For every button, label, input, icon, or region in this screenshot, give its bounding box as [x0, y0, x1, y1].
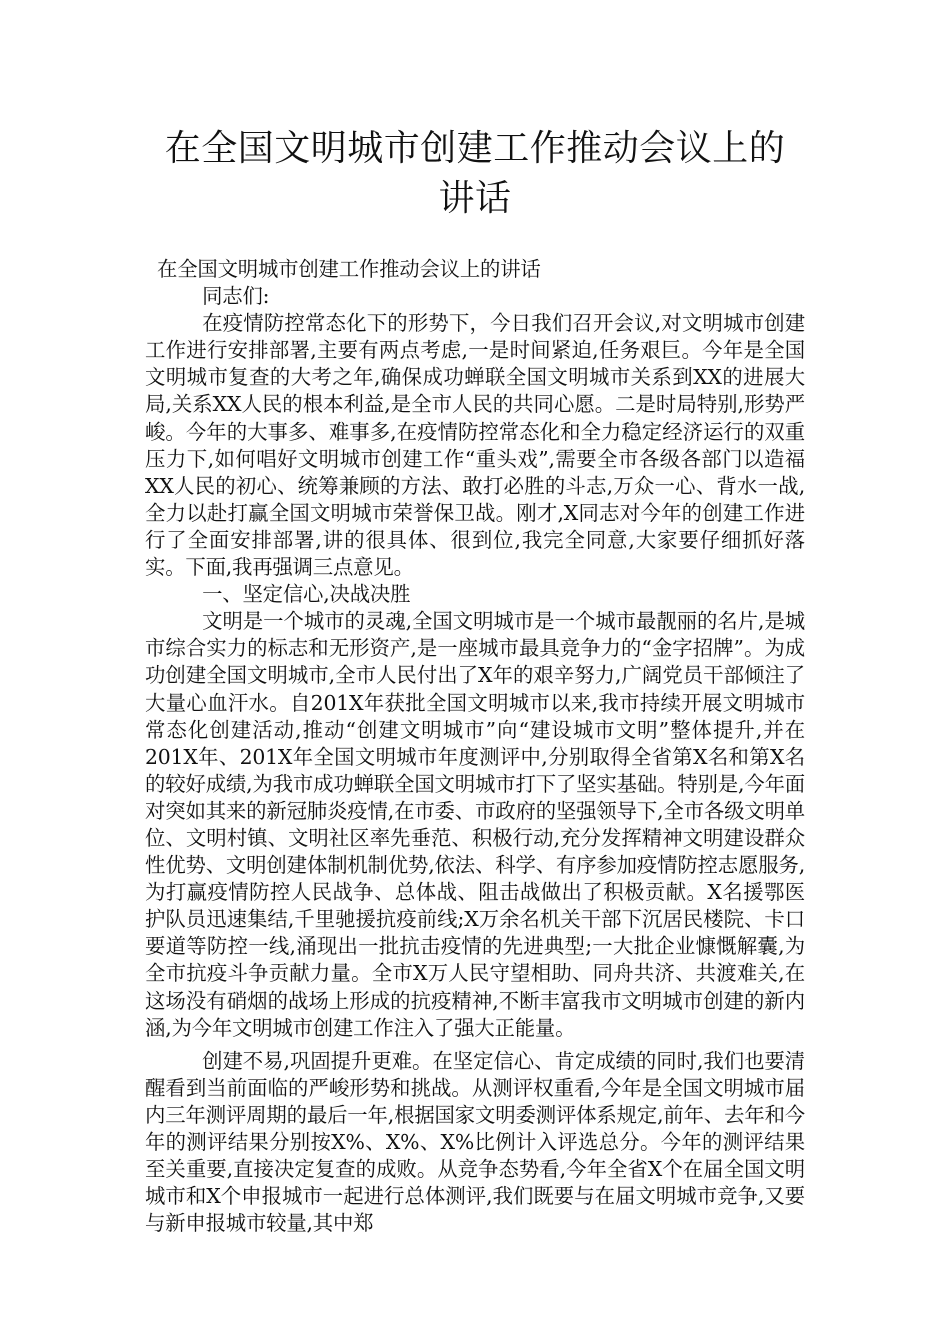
- document-body: [145, 256, 805, 1237]
- paragraph-section-1: 文明是一个城市的灵魂,全国文明城市是一个城市最靓丽的名片,是城市综合实力的标志和无形资产,是一座城市最具竞争力的“金字招牌”。为成功创建全国文明城市,全市人民付出了X年的艰辛努力,广阔党员干部倾注了大量心血汗水。自201X年获批全国文明城市以来,我市持续开展文明城市常态化创建活动,推动“创建文明城市”向“建设城市文明”整体提升,并在201X年、201X年全国文明城市年度测评中,分别取得全省第X名和第X名的较好成绩,为我市成功蝉联全国文明城市打下了坚实基础。特别是,今年面对突如其来的新冠肺炎疫情,在市委、市政府的坚强领导下,全市各级文明单位、文明村镇、文明社区率先垂范、积极行动,充分发挥精神文明建设群众性优势、文明创建体制机制优势,依法、科学、有序参加疫情防控志愿服务,为打赢疫情防控人民战争、总体战、阻击战做出了积极贡献。X名援鄂医护队员迅速集结,千里驰援抗疫前线;X万余名机关干部下沉居民楼院、卡口要道等防控一线,涌现出一批抗击疫情的先进典型;一大批企业慷慨解囊,为全市抗疫斗争贡献力量。全市X万人民守望相助、同舟共济、共渡难关,在这场没有硝烟的战场上形成的抗疫精神,不断丰富我市文明城市创建的新内涵,为今年文明城市创建工作注入了强大正能量。: [145, 609, 805, 1040]
- paragraph-intro: 在疫情防控常态化下的形势下，今日我们召开会议,对文明城市创建工作进行安排部署,主要有两点考虑,一是时间紧迫,任务艰巨。今年是全国文明城市复查的大考之年,确保成功蝉联全国文明城市关系到XX的进展大局,关系XX人民的根本利益,是全市人民的共同心愿。二是时局特别,形势严峻。今年的大事多、难事多,在疫情防控常态化和全力稳定经济运行的双重压力下,如何唱好文明城市创建工作“重头戏”,需要全市各级各部门以造福XX人民的初心、统筹兼顾的方法、敢打必胜的斗志,万众一心、背水一战,全力以赴打赢全国文明城市荣誉保卫战。刚才,X同志对今年的创建工作进行了全面安排部署,讲的很具体、很到位,我完全同意,大家要仔细抓好落实。下面,我再强调三点意见。: [145, 311, 805, 580]
- section-heading-1: 一、坚定信心,决战决胜: [202, 582, 411, 607]
- paragraph-challenges: 创建不易,巩固提升更难。在坚定信心、肯定成绩的同时,我们也要清醒看到当前面临的严峻形势和挑战。从测评权重看,今年是全国文明城市届内三年测评周期的最后一年,根据国家文明委测评体系规定,前年、去年和今年的测评结果分别按X%、X%、X%比例计入评选总分。今年的测评结果至关重要,直接决定复查的成败。从竞争态势看,今年全省X个在届全国文明城市和X个申报城市一起进行总体测评,我们既要与在届文明城市竞争,又要与新申报城市较量,其中郑: [145, 1048, 805, 1236]
- document-page: [145, 0, 805, 1237]
- document-subtitle: 在全国文明城市创建工作推动会议上的讲话: [157, 257, 541, 281]
- salutation: 同志们:: [202, 284, 270, 309]
- document-title: 在全国文明城市创建工作推动会议上的讲话: [164, 128, 786, 219]
